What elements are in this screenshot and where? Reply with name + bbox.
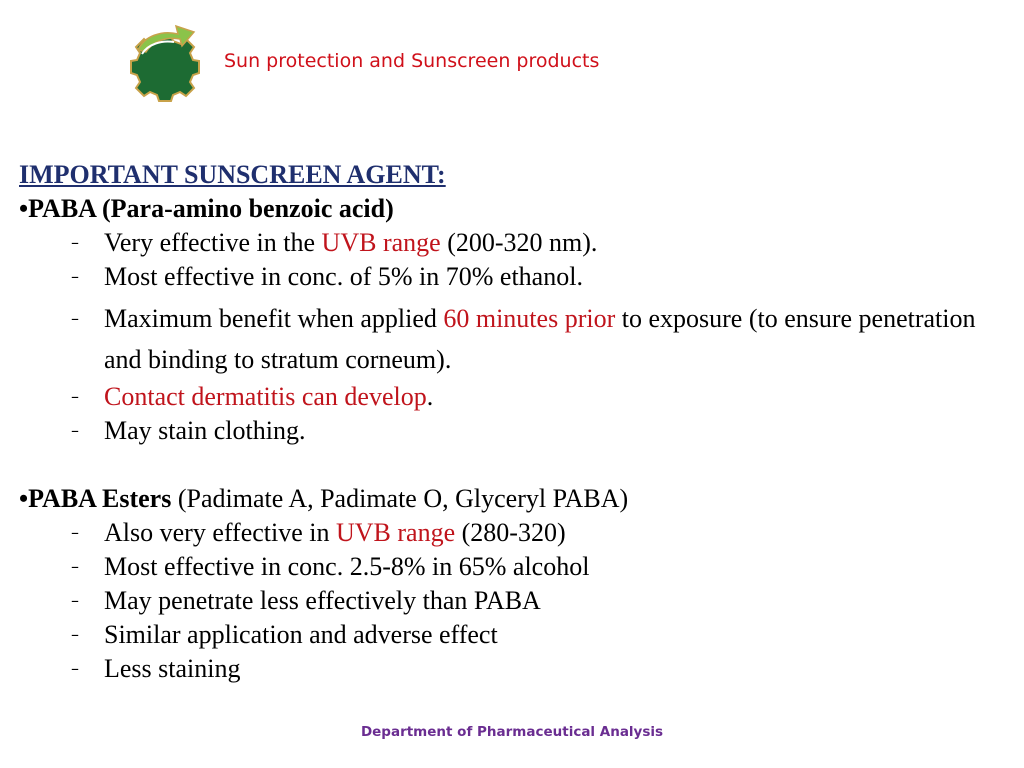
item-text: (200-320 nm). (440, 228, 598, 257)
dash-bullet: – (71, 267, 79, 286)
list-item (19, 516, 1009, 550)
item-text: Less staining (104, 654, 241, 683)
section-heading: IMPORTANT SUNSCREEN AGENT: (19, 160, 446, 189)
list-item (19, 226, 1009, 260)
dash-bullet: – (71, 421, 79, 440)
item-highlight: 60 minutes prior (443, 304, 616, 333)
bullet-paba-esters (19, 482, 1009, 516)
dash-bullet: – (71, 591, 79, 610)
list-item (19, 584, 1009, 618)
bullet-paba-esters-title: PABA Esters (28, 484, 172, 513)
item-highlight: UVB range (321, 228, 441, 257)
dash-bullet: – (71, 309, 79, 328)
list-item (19, 618, 1009, 652)
dash-bullet: – (71, 659, 79, 678)
list-item (19, 380, 1009, 414)
item-text: May stain clothing. (104, 416, 306, 445)
dash-bullet: – (71, 387, 79, 406)
item-text: May penetrate less effectively than PABA (104, 586, 541, 615)
paba-esters-sublist (19, 516, 1009, 686)
dash-bullet: – (71, 523, 79, 542)
bullet-paba-esters-subtitle: (Padimate A, Padimate O, Glyceryl PABA) (171, 484, 629, 513)
item-highlight: UVB range (336, 518, 456, 547)
list-item (19, 414, 1009, 448)
item-text: . (426, 382, 434, 411)
dash-bullet: – (71, 557, 79, 576)
bullet-dot: • (19, 484, 29, 513)
bullet-dot: • (19, 194, 29, 223)
item-text: (280-320) (455, 518, 566, 547)
dash-bullet: – (71, 233, 79, 252)
list-item (19, 550, 1009, 584)
gear-arrow-logo-icon (128, 20, 202, 102)
item-text: Maximum benefit when applied (104, 304, 444, 333)
slide-header-title: Sun protection and Sunscreen products (224, 50, 600, 72)
item-text: Very effective in the (104, 228, 322, 257)
item-text: Similar application and adverse effect (104, 620, 498, 649)
list-item (19, 260, 1009, 294)
slide-content (19, 158, 1009, 686)
list-item (19, 294, 1009, 380)
paba-sublist (19, 226, 1009, 448)
bullet-paba-title: PABA (Para-amino benzoic acid) (28, 194, 394, 223)
item-highlight: Contact dermatitis can develop (104, 382, 427, 411)
item-text: Most effective in conc. 2.5-8% in 65% alcohol (104, 552, 590, 581)
item-text: to exposure (to ensure penetration and binding to stratum corneum). (104, 304, 976, 374)
list-item (19, 652, 1009, 686)
item-text: Most effective in conc. of 5% in 70% ethanol. (104, 262, 583, 291)
item-text: Also very effective in (104, 518, 336, 547)
bullet-paba (19, 192, 1009, 226)
dash-bullet: – (71, 625, 79, 644)
slide-footer: Department of Pharmaceutical Analysis (360, 724, 664, 740)
